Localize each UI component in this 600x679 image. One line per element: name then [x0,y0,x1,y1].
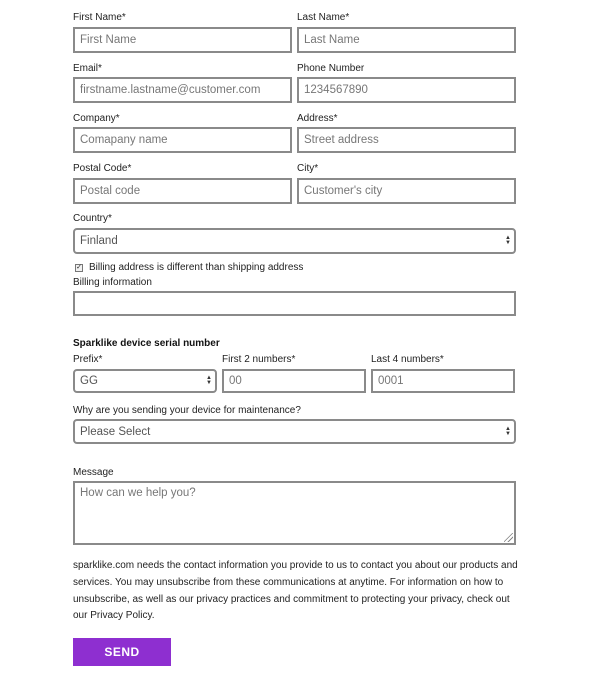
privacy-line: sparklike.com needs the contact information you provide to us to contact you about our products and [73,560,518,571]
last-name-input[interactable]: Last Name [297,27,516,53]
prefix-select[interactable] [73,369,217,393]
country-select-value: Finland [80,235,118,247]
select-arrows-icon: ▲ ▼ [505,235,511,246]
last4-label: Last 4 numbers* [371,354,444,365]
send-button[interactable]: SEND [73,638,171,666]
postal-code-input[interactable]: Postal code [73,178,292,204]
first-name-label: First Name* [73,12,126,23]
country-label: Country* [73,213,112,224]
privacy-line: unsubscribe, as well as our privacy practices and commitment to protecting your privacy, check out [73,593,510,605]
reason-label: Why are you sending your device for maintenance? [73,405,301,416]
billing-checkbox[interactable]: ✓ [76,264,82,271]
phone-input[interactable]: 1234567890 [297,77,516,103]
last-name-label: Last Name* [297,12,350,23]
message-label: Message [73,467,114,478]
message-textarea[interactable] [73,481,516,545]
privacy-notice [73,558,533,625]
resize-handle-icon[interactable] [504,533,513,542]
email-label: Email* [73,63,102,74]
company-input[interactable]: Comapany name [73,127,292,153]
first-name-input[interactable]: First Name [73,27,292,53]
first2-input[interactable]: 00 [222,369,366,393]
phone-label: Phone Number [297,63,365,74]
reason-select-value: Please Select [80,425,151,438]
message-placeholder: How can we help you? [80,487,196,499]
billing-info-input[interactable] [73,291,516,316]
postal-code-label: Postal Code* [73,163,132,174]
prefix-select-value: GG [80,375,98,387]
first2-label: First 2 numbers* [222,354,296,365]
billing-checkbox-label: Billing address is different than shipping address [89,262,304,273]
country-select[interactable] [73,228,516,254]
reason-select[interactable] [73,419,516,444]
select-arrows-icon: ▲ ▼ [206,375,212,386]
company-label: Company* [73,113,120,124]
address-label: Address* [297,113,338,124]
city-input[interactable]: Customer's city [297,178,516,204]
privacy-line: our Privacy Policy. [73,610,155,622]
email-input[interactable]: firstname.lastname@customer.com [73,77,292,103]
select-arrows-icon: ▲ ▼ [505,425,511,437]
prefix-label: Prefix* [73,354,103,365]
city-label: City* [297,163,319,174]
last4-input[interactable]: 0001 [371,369,515,393]
serial-heading: Sparklike device serial number [73,338,220,349]
billing-info-label: Billing information [73,277,152,288]
address-input[interactable]: Street address [297,127,516,153]
privacy-line: services. You may unsubscribe from these communications at anytime. For information on how to [73,576,504,588]
